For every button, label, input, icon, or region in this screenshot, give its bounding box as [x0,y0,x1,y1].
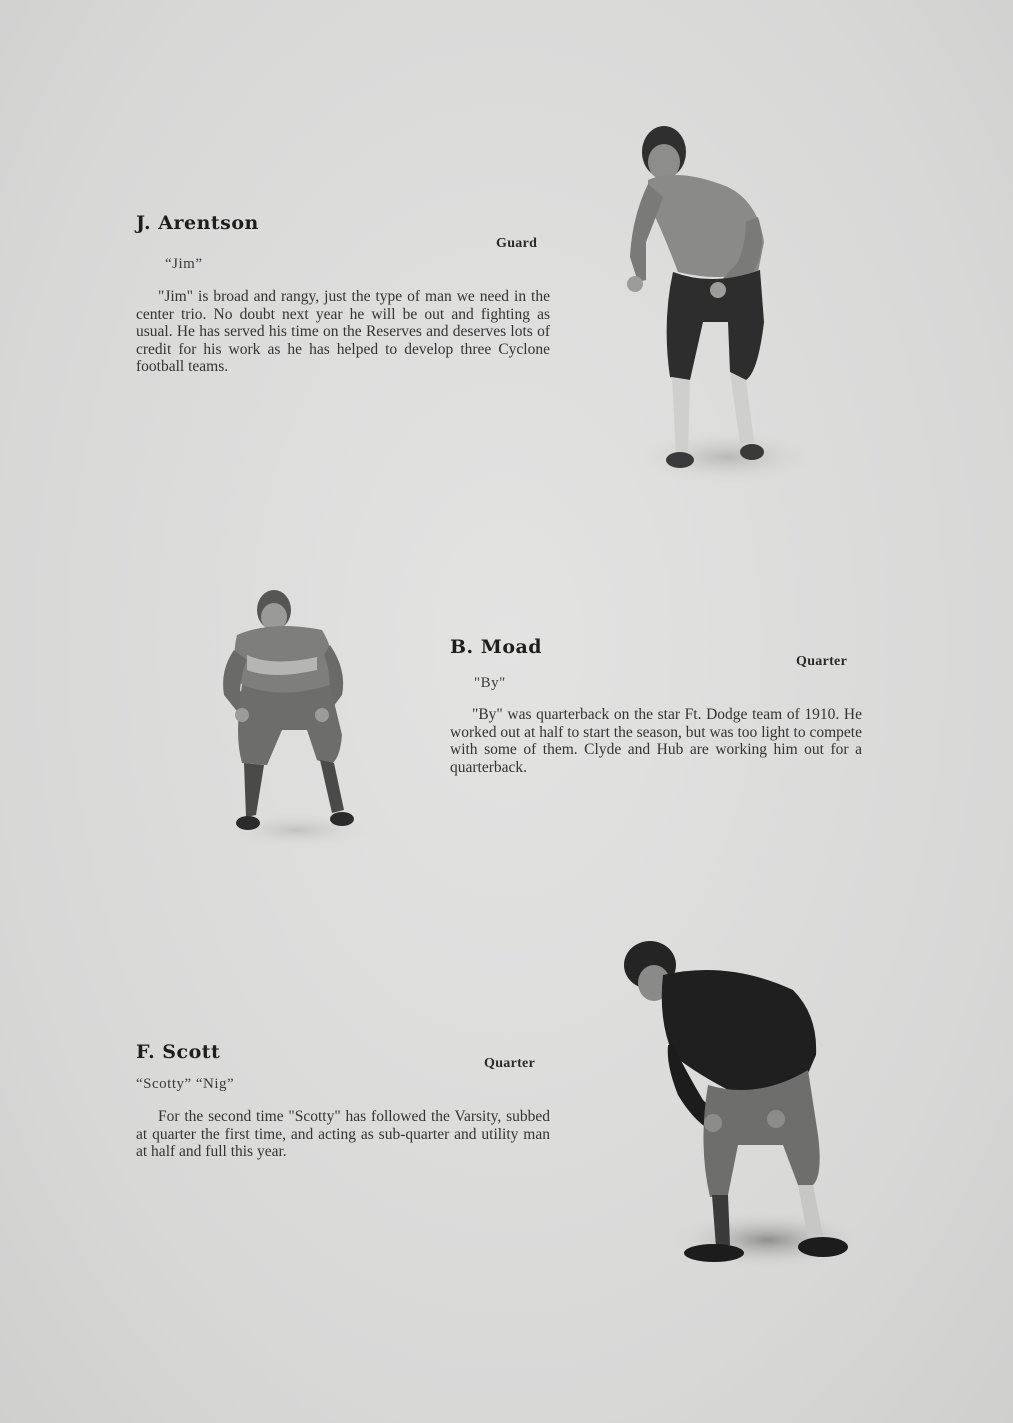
player-position: Quarter [796,654,848,669]
player-position: Quarter [484,1056,536,1071]
player-bio: "Jim" is broad and rangy, just the type of man we need in the center trio. No doubt next year he will be out and fighting as usual. He has served his time on the Reserves and deserves lots of credit for his work as he has helped to develop three Cyclone football teams. [136,288,550,375]
player-name: J. Arentson [136,212,259,234]
player-photo [618,122,828,487]
player-nickname: “Scotty” “Nig” [136,1076,235,1092]
player-photo [212,585,377,850]
football-player-photo-icon [618,935,863,1275]
football-player-photo-icon [212,585,377,850]
player-name: B. Moad [450,636,543,658]
player-photo [618,935,863,1275]
football-player-photo-icon [618,122,828,487]
player-bio: "By" was quarterback on the star Ft. Dodge team of 1910. He worked out at half to start the season, but was too light to compete with some of them. Clyde and Hub are working him out for a quarterback. [450,706,862,776]
player-nickname: “Jim” [165,256,203,272]
player-name: F. Scott [136,1041,221,1063]
player-bio: For the second time "Scotty" has followed the Varsity, subbed at quarter the first time, and acting as sub-quarter and utility man at half and full this year. [136,1108,550,1160]
player-position: Guard [496,236,538,251]
player-nickname: "By" [474,675,506,691]
